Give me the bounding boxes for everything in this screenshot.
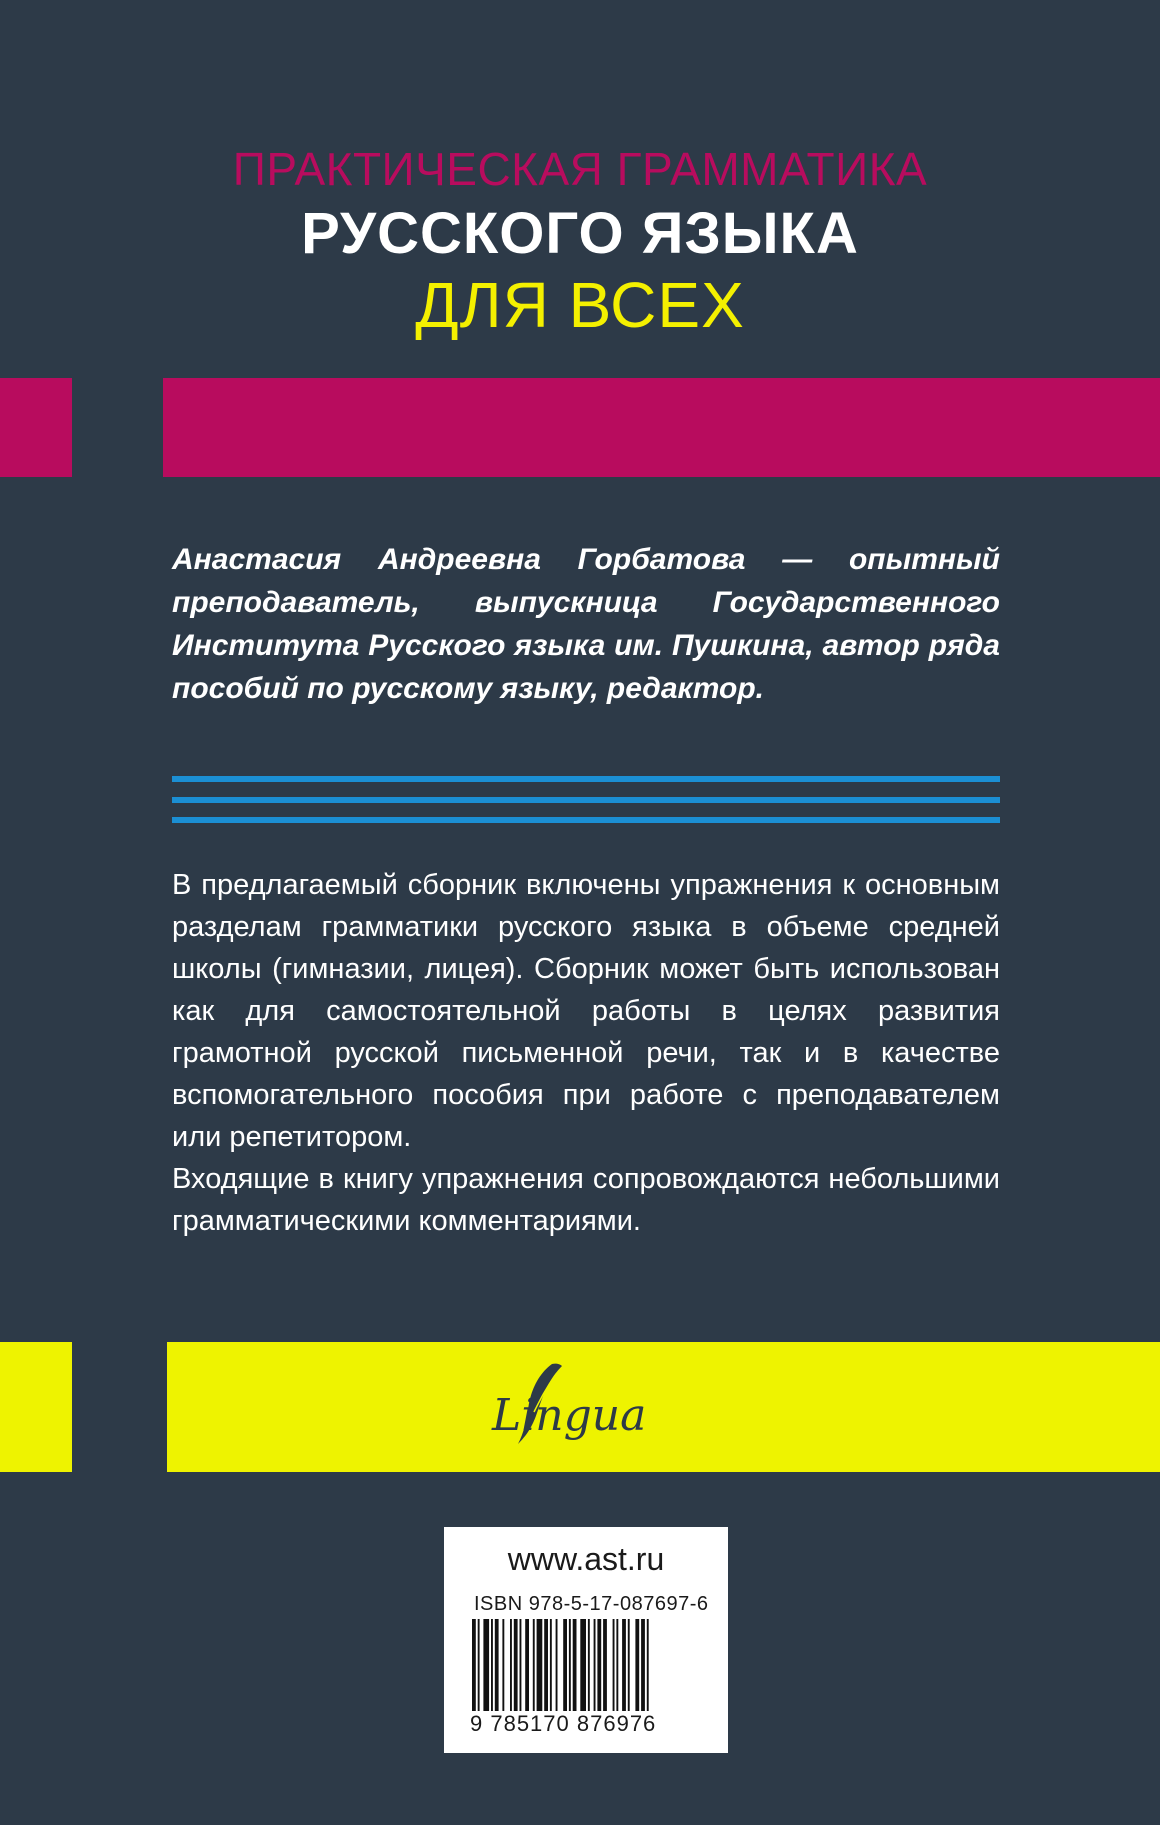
author-bio: Анастасия Андреевна Горбатова — опытный преподаватель, выпускница Государственного Института Русского языка им. Пушкина, автор ряда пособий по русскому языку, редактор.	[172, 543, 1000, 705]
divider-stripe	[172, 817, 1000, 823]
divider-stripe	[172, 797, 1000, 803]
barcode-label	[444, 1527, 728, 1753]
publisher-logo	[490, 1352, 690, 1462]
title-line-3: ДЛЯ ВСЕХ	[415, 269, 745, 341]
publisher-logo-text: Lingua	[492, 1390, 647, 1441]
divider-stripe	[172, 776, 1000, 782]
title-line-1: ПРАКТИЧЕСКАЯ ГРАММАТИКА	[232, 143, 928, 195]
title-line-2: РУССКОГО ЯЗЫКА	[301, 201, 859, 266]
magenta-band-left	[0, 378, 72, 477]
magenta-band-right	[163, 378, 1160, 477]
description-paragraph: Входящие в книгу упражнения сопровождаются небольшими грамматическими комментариями.	[172, 1163, 1000, 1237]
barcode-bars	[472, 1619, 704, 1711]
barcode-digits: 9 785170 876976	[470, 1711, 657, 1736]
publisher-website: www.ast.ru	[507, 1541, 665, 1577]
book-description	[172, 864, 1000, 1242]
yellow-band-left	[0, 1342, 72, 1472]
description-paragraph: В предлагаемый сборник включены упражнения к основным разделам грамматики русского языка в объеме средней школы (гимназии, лицея). Сборник может быть использован как для самостоятельной работы в целях развития грамотной русской письменной речи, так и в качестве вспомогательного пособия при работе с преподавателем или репетитором.	[172, 869, 1000, 1153]
isbn-number: ISBN 978-5-17-087697-6	[474, 1593, 709, 1615]
